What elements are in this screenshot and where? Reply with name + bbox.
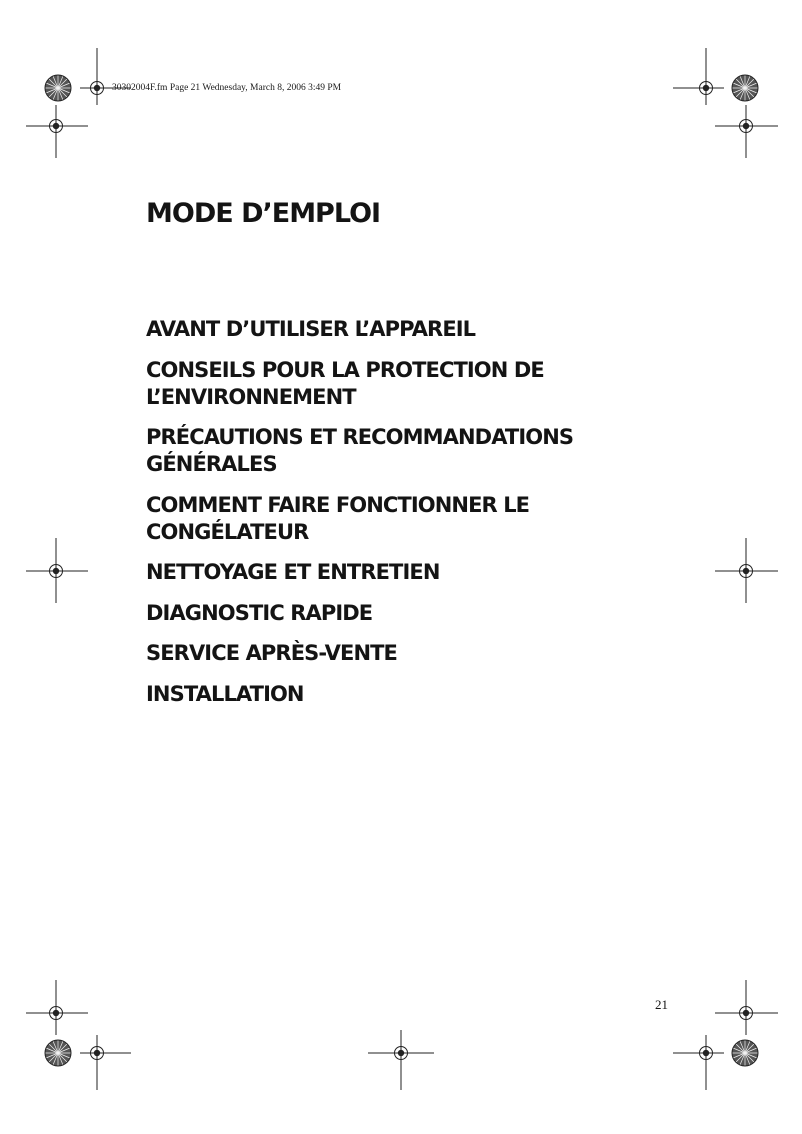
print-header: 30302004F.fm Page 21 Wednesday, March 8, 2006 3:49 PM xyxy=(112,83,342,93)
page-number: 21 xyxy=(655,997,668,1012)
color-wheel-icon-top-right xyxy=(732,75,758,101)
toc-entry-line: INSTALLATION xyxy=(146,681,304,706)
toc-entry-installation xyxy=(146,681,686,708)
color-wheel-icon-top-left xyxy=(45,75,71,101)
toc-entry-precautions xyxy=(146,424,686,478)
toc-entry-diagnostic xyxy=(146,600,686,627)
page-title: MODE D’EMPLOI xyxy=(146,198,381,229)
toc-entry-line: SERVICE APRÈS-VENTE xyxy=(146,641,397,665)
toc-entry-avant-utiliser xyxy=(146,316,686,343)
toc-entry-line: CONGÉLATEUR xyxy=(146,519,309,544)
toc-entry-conseils-environnement xyxy=(146,357,686,411)
toc-entry-line: CONSEILS POUR LA PROTECTION DE xyxy=(146,357,544,382)
toc-entry-line: PRÉCAUTIONS ET RECOMMANDATIONS xyxy=(146,425,574,449)
toc-entry-line: L’ENVIRONNEMENT xyxy=(146,384,356,409)
toc-entry-line: COMMENT FAIRE FONCTIONNER LE xyxy=(146,492,530,517)
toc-entry-service xyxy=(146,640,686,667)
toc-entry-line: GÉNÉRALES xyxy=(146,452,277,476)
toc-entry-nettoyage xyxy=(146,559,686,586)
toc-entry-line: DIAGNOSTIC RAPIDE xyxy=(146,600,373,625)
table-of-contents xyxy=(146,316,686,721)
color-wheel-icon-bottom-left xyxy=(45,1040,71,1066)
toc-entry-fonctionnement xyxy=(146,492,686,546)
toc-entry-line: NETTOYAGE ET ENTRETIEN xyxy=(146,560,440,584)
color-wheel-icon-bottom-right xyxy=(732,1040,758,1066)
toc-entry-line: AVANT D’UTILISER L’APPAREIL xyxy=(146,317,476,341)
